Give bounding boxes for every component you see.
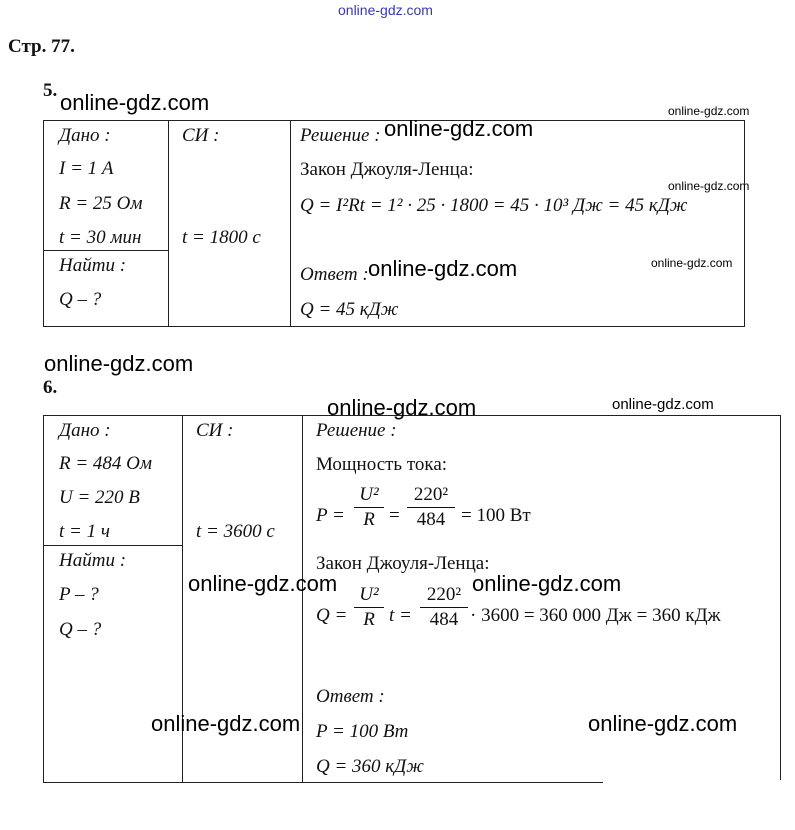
- table-border-right: [780, 415, 781, 780]
- heat-result: · 3600 = 360 000 Дж = 360 кДж: [470, 605, 721, 626]
- watermark: online-gdz.com: [651, 256, 733, 270]
- fraction-bar: [354, 507, 384, 508]
- find-label: Найти :: [59, 255, 127, 276]
- fraction-numerator: 220²: [413, 484, 449, 505]
- watermark: online-gdz.com: [151, 711, 301, 736]
- fraction-denominator: 484: [416, 509, 446, 530]
- fraction-bar: [354, 607, 384, 608]
- site-header-watermark: online-gdz.com: [338, 2, 433, 18]
- answer-label: Ответ :: [300, 264, 369, 285]
- table-divider-find: [43, 545, 183, 546]
- fraction-bar: [420, 607, 468, 608]
- si-label: СИ :: [196, 420, 234, 441]
- answer-heat: Q = 360 кДж: [316, 756, 424, 777]
- answer-label: Ответ :: [316, 686, 385, 707]
- find-heat: Q – ?: [59, 619, 102, 640]
- given-time: t = 1 ч: [59, 521, 110, 542]
- watermark: online-gdz.com: [612, 396, 714, 413]
- solution-label: Решение :: [300, 125, 381, 146]
- watermark: online-gdz.com: [384, 116, 534, 141]
- fraction-numerator: 220²: [426, 584, 462, 605]
- find-label: Найти :: [59, 550, 127, 571]
- find-heat: Q – ?: [59, 289, 102, 310]
- power-lhs: P =: [316, 505, 345, 526]
- fraction-denominator: R: [363, 509, 375, 530]
- watermark: online-gdz.com: [472, 571, 622, 596]
- heat-formula: Q = I²Rt = 1² · 25 · 1800 = 45 · 10³ Дж = 45 кДж: [300, 195, 688, 216]
- power-title: Мощность тока:: [316, 454, 448, 475]
- fraction-numerator: U²: [359, 584, 379, 605]
- table-border-bottom: [43, 782, 603, 783]
- power-result: = 100 Вт: [461, 505, 531, 526]
- watermark: online-gdz.com: [668, 179, 750, 193]
- table-border-right: [744, 120, 745, 327]
- answer-value: Q = 45 кДж: [300, 299, 399, 320]
- given-resistance: R = 25 Ом: [59, 193, 143, 214]
- watermark: online-gdz.com: [368, 256, 518, 281]
- given-current: I = 1 А: [59, 158, 114, 179]
- si-time: t = 1800 с: [182, 227, 261, 248]
- problem-number: 5.: [43, 80, 58, 101]
- watermark: online-gdz.com: [60, 90, 210, 115]
- table-divider-si: [302, 415, 303, 783]
- equals-sign: =: [389, 505, 400, 526]
- heat-fraction-1: [354, 584, 384, 631]
- fraction-denominator: 484: [429, 609, 459, 630]
- watermark: online-gdz.com: [44, 351, 194, 376]
- watermark: online-gdz.com: [327, 395, 477, 420]
- power-fraction-1: [354, 484, 384, 531]
- table-divider-si: [290, 120, 291, 327]
- si-label: СИ :: [182, 125, 220, 146]
- table-border-left: [43, 415, 44, 783]
- fraction-bar: [407, 507, 455, 508]
- find-power: P – ?: [59, 584, 99, 605]
- page-title: Стр. 77.: [8, 36, 75, 57]
- problem-number: 6.: [43, 377, 58, 398]
- solution-label: Решение :: [316, 420, 397, 441]
- heat-fraction-2: [420, 584, 468, 631]
- given-label: Дано :: [59, 125, 111, 146]
- given-time: t = 30 мин: [59, 227, 142, 248]
- watermark: online-gdz.com: [188, 571, 338, 596]
- fraction-denominator: R: [363, 609, 375, 630]
- given-resistance: R = 484 Ом: [59, 453, 153, 474]
- heat-mid: t =: [389, 605, 412, 626]
- heat-lhs: Q =: [316, 605, 348, 626]
- law-title: Закон Джоуля-Ленца:: [300, 159, 474, 180]
- table-border-left: [43, 120, 44, 327]
- table-divider-find: [43, 250, 169, 251]
- si-time: t = 3600 с: [196, 521, 275, 542]
- watermark: online-gdz.com: [668, 104, 750, 118]
- given-voltage: U = 220 В: [59, 487, 140, 508]
- table-divider-given: [168, 120, 169, 327]
- power-fraction-2: [407, 484, 455, 531]
- watermark: online-gdz.com: [588, 711, 738, 736]
- table-border-bottom: [43, 326, 745, 327]
- fraction-numerator: U²: [359, 484, 379, 505]
- answer-power: P = 100 Вт: [316, 721, 409, 742]
- given-label: Дано :: [59, 420, 111, 441]
- law-title: Закон Джоуля-Ленца:: [316, 553, 490, 574]
